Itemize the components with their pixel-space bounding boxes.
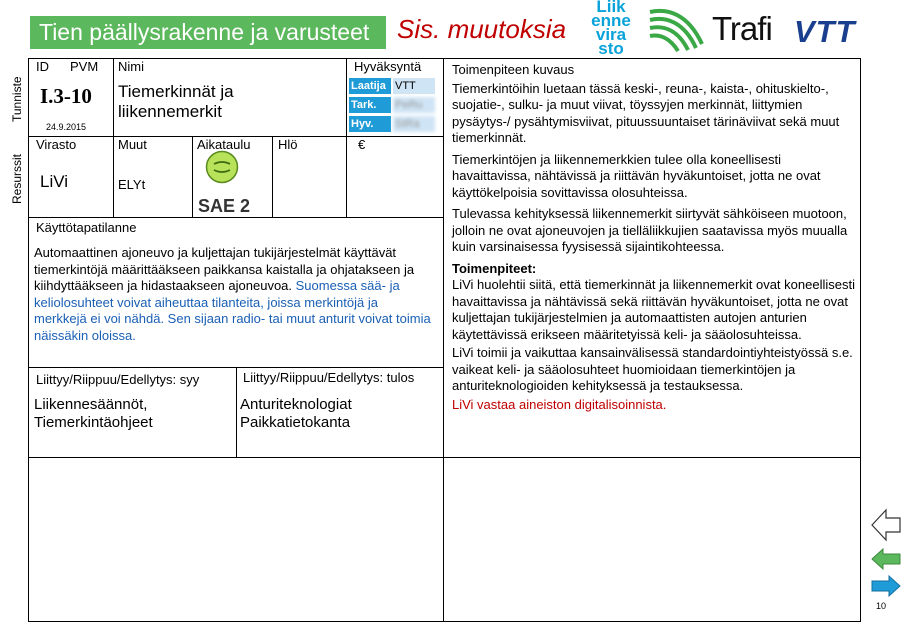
hlo-label: Hlö [278,137,298,152]
description-heading: Toimenpiteen kuvaus [452,62,575,77]
approval-value: VTT [393,78,435,94]
id-label: ID [36,59,49,74]
approval-value: StRa [393,116,435,132]
liikennevirasto-logo [585,0,637,56]
muut-value: ELYt [118,177,146,192]
arrow-white-icon[interactable] [870,508,902,542]
action-paragraph: LiVi toimii ja vaikuttaa kansainvälisessä standardointiyhteistyössä s.e. vaikeat keli- ja sääolosuhteet huomioidaan tiemerkintöjen ja anturiteknologioiden kehityksessä ja testauksessa. [452,345,853,393]
divider [113,58,114,217]
divider [443,58,444,622]
aikataulu-label: Aikataulu [197,137,251,152]
approval-label: Tark. [349,97,391,113]
description-panel [452,62,858,413]
list-item: Anturiteknologiat [240,396,352,413]
list-item: Paikkatietokanta [240,414,351,431]
divider [192,136,193,217]
dependency-input-label: Liittyy/Riippuu/Edellytys: syy [36,372,200,387]
logo-line: sto [598,39,624,58]
smiley-icon [205,150,239,189]
id-value: I.3-10 [40,84,92,108]
arrow-forward-icon[interactable] [870,575,902,597]
approval-label: Laatija [349,78,391,94]
list-item: Tiemerkintäohjeet [34,414,153,431]
page-number: 10 [876,601,887,611]
divider [346,58,347,217]
action-paragraph: LiVi huolehtii siitä, että tiemerkinnät ja liikennemerkit ovat koneellisesti havaittavissa ja nähtävissä sekä riittävän hyväkuntoiset, jotta ne ovat kuljettajan tukijärjestelmien ja automaattisten autojen anturien käytettävissä erikseen määritetyissä keli- ja sääolosuhteissa. [452,277,855,342]
description-paragraph: Tulevassa kehityksessä liikennemerkit siirtyvät sähköiseen muotoon, jolloin ne ovat ajoneuvojen ja tielläliikkujien saatavissa myös muualla kuin varsinaisessa fyysisessä sijaintikohteessa. [452,206,848,254]
actions-heading: Toimenpiteet: [452,260,537,276]
approval-label: Hyv. [349,116,391,132]
kayttotapa-text-main: Automaattinen ajoneuvo ja kuljettajan tukijärjestelmät käyttävät tiemerkintöjä määrittääkseen paikkansa kaistalla ja ohjatakseen ja kiihdyttääkseen ja hidastaakseen ajoneuvoa. [34,245,415,293]
divider [28,217,444,218]
divider [28,457,861,458]
logo-line: enne [591,11,631,30]
description-paragraph: Tiemerkintöjen ja liikennemerkkien tulee olla koneellisesti havaittavissa, nähtävissä ja riittävän hyväkuntoiset, jotta ne ovat käyttökelpoisia sovittavissa olosuhteissa. [452,151,821,200]
page-subtitle: Sis. muutoksia [397,14,567,44]
date-value: 24.9.2015 [46,122,87,132]
description-paragraph: Tiemerkintöihin luetaan tässä keski-, reuna-, kaista-, ohituskielto-, suojatie-, sulku- ja muut viivat, töyssyjen merkinnät, liittymien pysäytys-/ pysähtymisviivat, pituussuuntaiset tärinäviivat sekä muut tiemerkinnät. [452,80,840,145]
approval-heading: Hyväksyntä [354,59,422,74]
dependency-output-label: Liittyy/Riippuu/Edellytys: tulos [243,370,415,385]
virasto-label: Virasto [36,137,77,152]
nimi-value: Tiemerkinnät ja liikennemerkit [118,82,234,121]
list-item: Liikennesäännöt, [34,396,148,413]
page-title: Tien päällysrakenne ja varusteet [30,16,386,49]
dependency-output-list [240,396,352,432]
euro-label: € [358,137,366,152]
side-label-resurssit: Resurssit [10,153,24,204]
kayttotapa-text [34,245,434,344]
muut-label: Muut [118,137,147,152]
kayttotapa-text-weather: Suomessa sää- ja keliolosuhteet voivat aiheuttaa tilanteita, joissa merkintöjä ja merkkejä ei voi nähdä. Sen sijaan radio- tai muut anturit voivat toimia näissäkin oloissa. [34,278,431,343]
vtt-logo: VTT [794,14,856,49]
aikataulu-value: SAE 2 [198,196,251,216]
action-paragraph: LiVi vastaa aineiston digitalisoinnista. [452,396,667,412]
divider [272,136,273,217]
arrow-back-icon[interactable] [870,548,902,570]
logo-line: vira [595,25,627,44]
side-label-tunniste: Tunniste [10,76,24,122]
dependency-input-list [34,396,153,432]
kayttotapa-heading: Käyttötapatilanne [36,220,137,235]
pvm-label: PVM [70,59,99,74]
virasto-value: LiVi [40,172,69,191]
trafi-swoosh-icon [648,4,704,57]
divider [236,367,237,457]
approval-value: PeRu [393,97,435,113]
trafi-logo: Trafi [712,10,772,47]
logo-line: Liik [596,0,626,16]
nimi-label: Nimi [118,59,144,74]
